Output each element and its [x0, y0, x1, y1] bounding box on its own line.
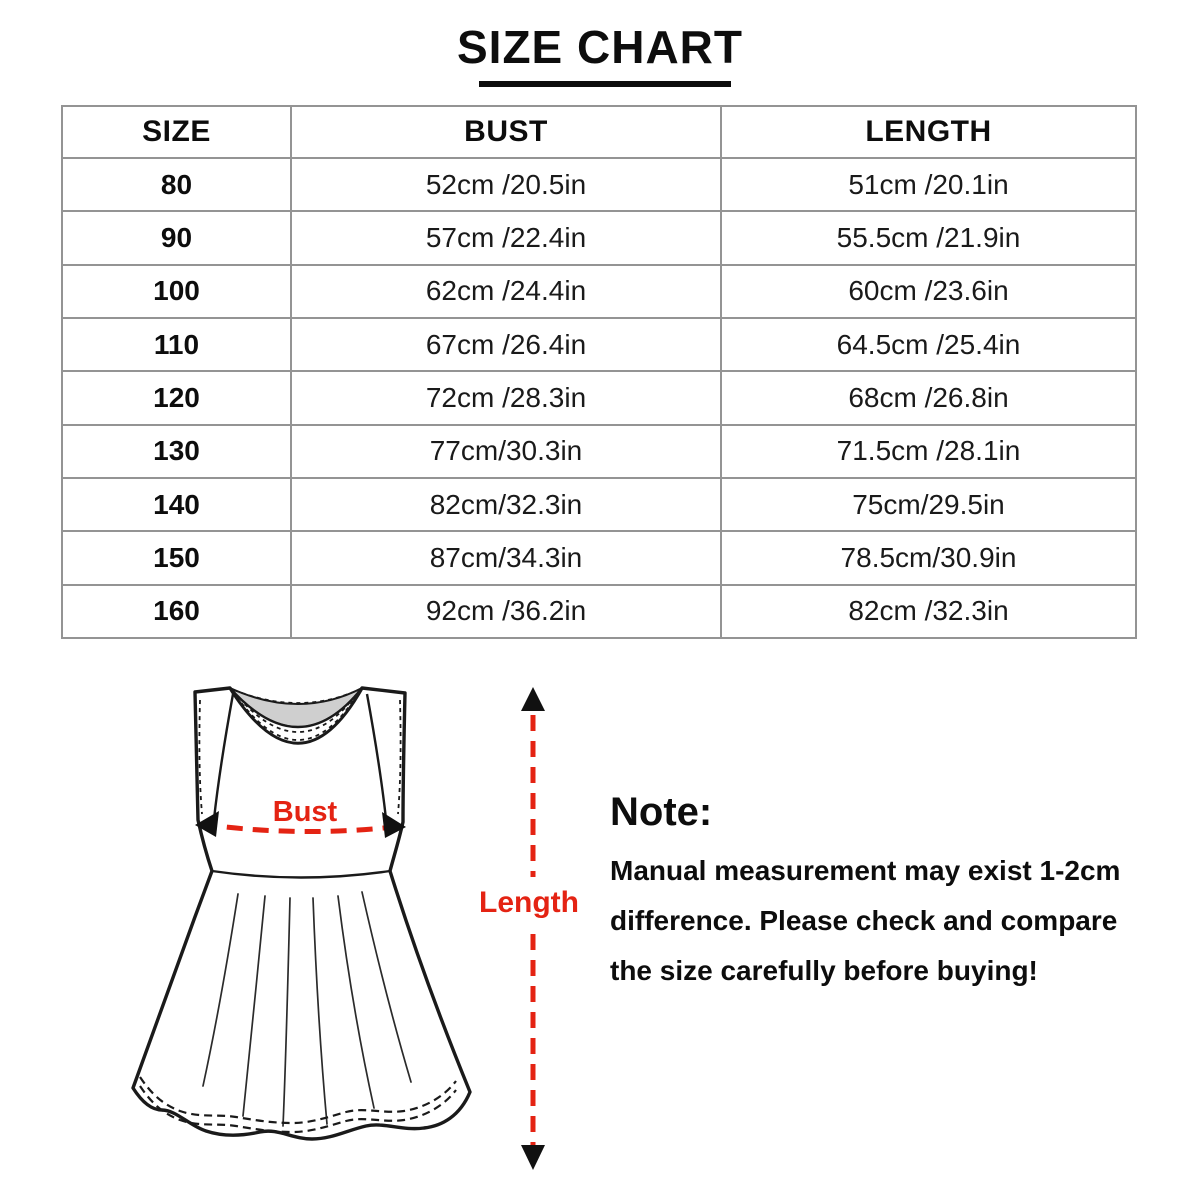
table-row: [62, 371, 1136, 424]
cell-length: 55.5cm /21.9in: [721, 211, 1136, 264]
cell-length: 75cm/29.5in: [721, 478, 1136, 531]
size-chart-table: [61, 105, 1137, 639]
table-header-row: [62, 106, 1136, 158]
table-row: [62, 425, 1136, 478]
cell-length: 82cm /32.3in: [721, 585, 1136, 638]
dress-illustration: [133, 688, 470, 1139]
measurement-diagram: [40, 658, 600, 1203]
column-header-length: LENGTH: [721, 106, 1136, 158]
cell-length: 60cm /23.6in: [721, 265, 1136, 318]
table-row: [62, 478, 1136, 531]
cell-size: 150: [62, 531, 291, 584]
cell-size: 80: [62, 158, 291, 211]
column-header-size: SIZE: [62, 106, 291, 158]
table-row: [62, 531, 1136, 584]
bust-label: Bust: [272, 796, 338, 828]
cell-length: 71.5cm /28.1in: [721, 425, 1136, 478]
title-underline: [479, 81, 731, 87]
note-heading: Note:: [610, 790, 713, 834]
cell-bust: 77cm/30.3in: [291, 425, 721, 478]
cell-length: 78.5cm/30.9in: [721, 531, 1136, 584]
cell-size: 140: [62, 478, 291, 531]
cell-bust: 62cm /24.4in: [291, 265, 721, 318]
note-line: difference. Please check and compare: [610, 905, 1118, 936]
cell-length: 68cm /26.8in: [721, 371, 1136, 424]
cell-size: 120: [62, 371, 291, 424]
table-row: [62, 318, 1136, 371]
table-row: [62, 158, 1136, 211]
cell-size: 100: [62, 265, 291, 318]
cell-bust: 72cm /28.3in: [291, 371, 721, 424]
table-row: [62, 585, 1136, 638]
dress-outline: [133, 688, 470, 1139]
note-line: the size carefully before buying!: [610, 955, 1038, 986]
note-line: Manual measurement may exist 1-2cm: [610, 855, 1121, 886]
cell-bust: 82cm/32.3in: [291, 478, 721, 531]
cell-size: 90: [62, 211, 291, 264]
note-body: [610, 846, 1185, 996]
column-header-bust: BUST: [291, 106, 721, 158]
table-row: [62, 211, 1136, 264]
cell-length: 51cm /20.1in: [721, 158, 1136, 211]
cell-bust: 67cm /26.4in: [291, 318, 721, 371]
cell-size: 160: [62, 585, 291, 638]
page-title: SIZE CHART: [457, 21, 743, 73]
cell-size: 110: [62, 318, 291, 371]
cell-bust: 87cm/34.3in: [291, 531, 721, 584]
length-label: Length: [479, 886, 579, 919]
length-measure: [479, 687, 579, 1170]
cell-bust: 92cm /36.2in: [291, 585, 721, 638]
up-arrow-icon: [521, 687, 545, 711]
table-row: [62, 265, 1136, 318]
down-arrow-icon: [521, 1145, 545, 1170]
cell-size: 130: [62, 425, 291, 478]
cell-bust: 57cm /22.4in: [291, 211, 721, 264]
cell-length: 64.5cm /25.4in: [721, 318, 1136, 371]
cell-bust: 52cm /20.5in: [291, 158, 721, 211]
